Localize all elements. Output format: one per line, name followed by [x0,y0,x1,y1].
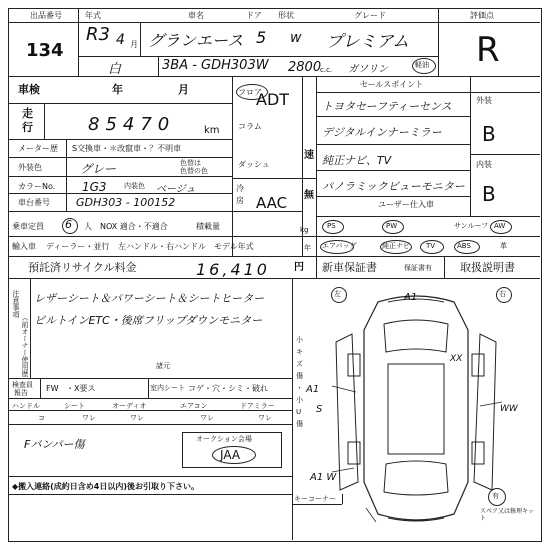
mileage-label-2: 行 [22,121,33,134]
exterior-color-value: グレー [80,162,117,176]
small-label-1: ワレ [82,414,96,422]
warning-text: ◆搬入連絡(成約日含め4日以内)後お引取り下さい。 [12,482,200,491]
inspector-label-1: 検査員 [12,381,33,389]
color-change-note-1: 色替は [180,159,201,167]
import-options: ディーラー・並行 [46,242,110,251]
manual-label: 取扱説明書 [460,261,515,274]
equip-leather: 革 [500,242,507,250]
capacity-value: 6 [65,218,72,231]
cc-unit: c.c. [320,66,333,74]
km-unit: km [204,125,220,136]
lot-number: 134 [26,40,64,61]
car-name-label: 車名 [188,11,204,20]
interior-grade-value: B [482,182,496,206]
damage-legend-3: 傷 [296,372,303,380]
grade-value: プレミアム [326,32,410,52]
color-no-label: カラーNo. [18,182,56,191]
inspection-month-char: 月 [178,83,189,96]
sheet-row-label: シート [64,402,85,410]
small-label-0: コ [38,414,45,422]
handwritten-note: Fバンパー傷 [24,438,85,451]
left-mark: 左 [334,290,341,298]
sales-point-2: デジタルインナーミラー [322,126,442,139]
month-label: 月 [130,40,138,49]
damage-legend-1: キ [296,348,303,356]
year-label: 年式 [85,11,101,20]
chassis-label: 車台番号 [18,198,50,207]
sales-points-label: セールスポイント [360,80,424,89]
audio-row-label: オーディオ [112,402,147,410]
notes-label-1: 注意事項 [12,290,20,318]
damage-s: S [316,404,323,415]
month-value: 4 [116,32,125,48]
fuel-value: ガソリン [348,64,388,75]
chassis-value: GDH303 - 100152 [76,196,176,209]
interior-sheet-value: コゲ・穴・シミ・破れ [188,384,268,393]
auction-name: JAA [220,448,241,462]
damage-legend-4: ・ [296,384,303,392]
meter-options: S交換車・＊改竄車・？不明車 [72,144,182,153]
model-year-unit: 年 [304,244,311,252]
auction-box-label: オークション会場 [196,435,252,443]
handle-label: 左ハンドル・右ハンドル [118,242,206,251]
color-value: 白 [108,62,122,77]
transmission-value: ADT [256,90,290,109]
key-label: キーコーナー [294,495,336,503]
meter-label: メーター歴 [18,144,58,153]
ac-label-2: 房 [236,196,244,205]
cc-value: 2800 [288,60,322,75]
interior-sheet-label: 室内シート [150,384,185,392]
small-label-2: ワレ [130,414,144,422]
score-label: 評価点 [470,11,494,20]
shape-value: w [290,30,302,46]
small-label-3: ワレ [200,414,214,422]
notes-label-2: （前オーナー使用歴 [21,314,29,377]
import-label: 輸入車 [12,242,36,251]
damage-xx: XX [450,354,463,364]
color-change-note-2: 色替の色 [180,167,208,175]
floor-label-2: コラム [238,122,262,131]
score-value: R [476,30,500,70]
sales-point-3: 純正ナビ、TV [322,154,392,167]
load-unit: kg [300,226,309,234]
interior-grade-label: 内装 [476,160,492,169]
fuel-extra: 軽油 [415,61,429,69]
damage-legend-0: 小 [296,336,303,344]
damage-legend-2: ズ [296,360,303,368]
damage-ww: WW [500,404,518,414]
recycle-value: 16,410 [196,260,270,279]
damage-a1-side: A1 [306,384,320,395]
equip-sunroof: サンルーフ [454,222,489,230]
damage-legend-5: 小 [296,396,303,404]
note-line-1: レザーシート＆パワーシート＆シートヒーター [34,292,265,305]
interior-color-label: 内装色 [124,182,145,190]
model-value: 3BA - GDH303W [162,58,269,73]
none-label: 無 [304,190,314,201]
recycle-unit: 円 [294,262,304,273]
spare-label: スペア又は修理キット [480,508,534,522]
ac-row-label: エアコン [180,402,208,410]
equip-airbag: エアバッグ [322,242,357,250]
speed-label: 速 [304,150,314,161]
handle-row-label: ハンドル [12,402,40,410]
car-name-value: グランエース [148,31,244,50]
small-label-4: ワレ [258,414,272,422]
floor-label-1: フロア [238,88,262,97]
exterior-grade-label: 外装 [476,96,492,105]
right-mark: 右 [499,290,506,298]
note-line-2: ビルトインETC・後席フリップダウンモニター [34,314,263,327]
interior-color-value: ベージュ [156,184,196,195]
sales-point-1: トヨタセーフティーセンス [322,100,452,113]
ac-value: AAC [256,194,288,212]
equip-tv: TV [426,242,436,250]
spare-symbol: 有 [492,492,499,500]
recycle-label: 預託済リサイクル料金 [28,261,137,274]
mirror-row-label: ドアミラー [240,402,275,410]
inspector-fw: FW [46,384,59,393]
damage-legend-7: 傷 [296,420,303,428]
sales-point-4: パノラミックビューモニター [322,180,465,193]
damage-a1-top: A1 [404,292,418,303]
ac-label-1: 冷 [236,184,244,193]
inspector-label-2: 報告 [14,389,28,397]
capacity-label: 乗車定員 [12,222,44,231]
user-label: ユーザー仕入車 [378,200,434,209]
warranty-label: 新車保証書 [322,261,377,274]
inspection-label: 車検 [18,83,40,96]
shape-label: 形状 [278,11,294,20]
door-value: 5 [256,28,267,47]
year-value: R3 [86,24,110,45]
equip-aw: AW [494,222,506,230]
exterior-grade-value: B [482,122,496,146]
lot-label: 出品番号 [30,11,62,20]
grade-label: グレード [354,11,386,20]
damage-legend-6: U [296,408,302,416]
equip-pw: PW [386,222,398,230]
warranty-option: 保証書有 [404,264,432,272]
door-label: ドア [246,11,262,20]
model-year-label: モデル年式 [214,242,254,251]
mileage-label-1: 走 [22,107,33,120]
damage-a1-w: A1 W [310,472,337,483]
floor-label-3: ダッシュ [238,160,270,169]
equip-abs: ABS [457,242,471,250]
color-no-value: 1G3 [82,180,107,194]
capacity-unit: 人 [84,222,92,231]
specs-label: 諸元 [156,362,170,370]
inspector-x: ・X要ス [66,384,96,393]
exterior-color-label: 外装色 [18,163,42,172]
nox-label: NOX 適合・不適合 [100,222,168,231]
mileage-value: 85470 [88,114,176,135]
load-label: 積載量 [196,222,220,231]
inspection-year-char: 年 [112,83,123,96]
equip-ps: PS [327,222,336,230]
equip-genuine-navi: 純正ナビ [382,242,410,250]
